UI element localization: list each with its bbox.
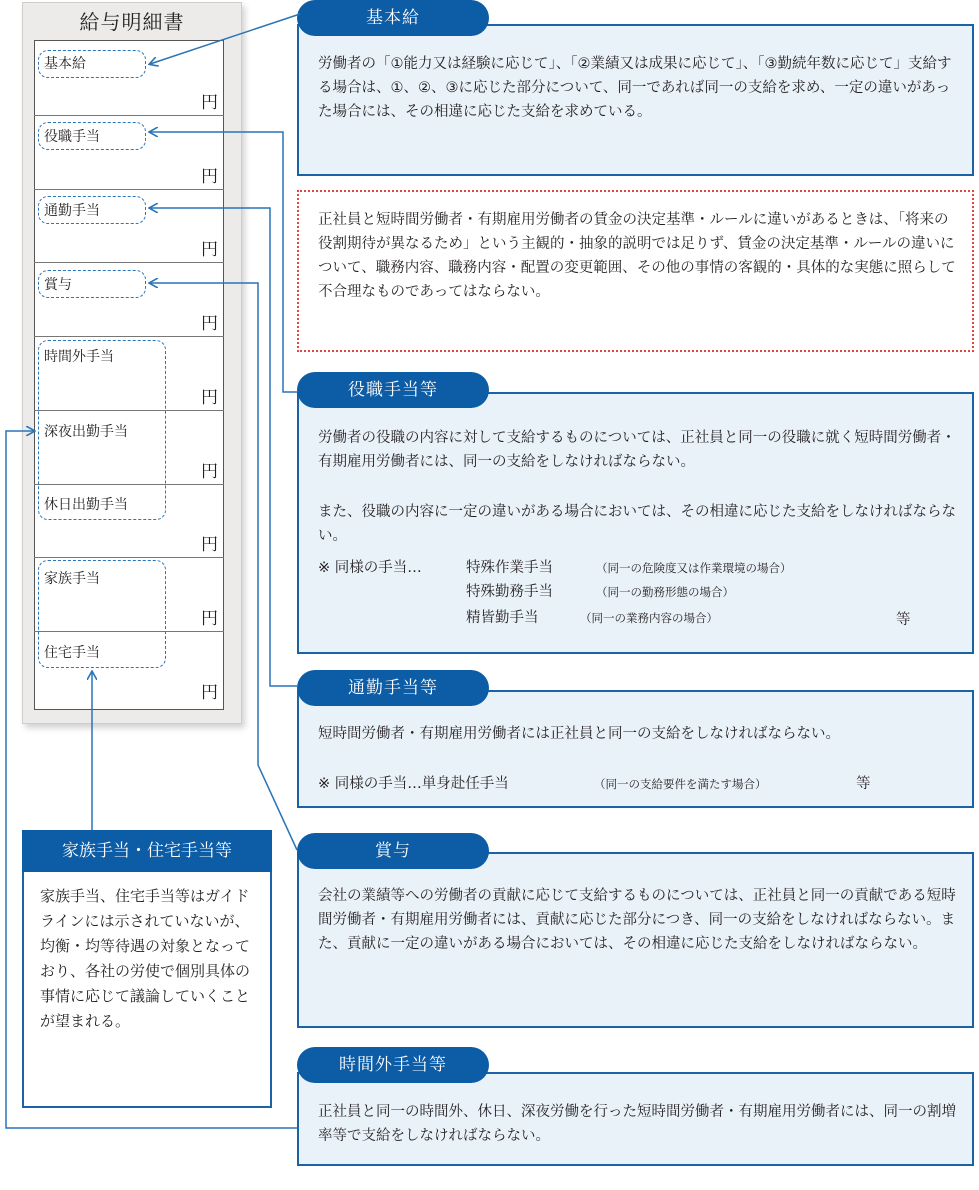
position-allowance-tag: 役職手当等 [297, 372, 489, 408]
commute-allowance-tag: 通勤手当等 [297, 670, 489, 706]
item-label-housing: 住宅手当 [44, 645, 100, 661]
row-divider [34, 262, 224, 263]
yen-unit: 円 [201, 93, 218, 113]
item-label-commute: 通勤手当 [44, 203, 100, 219]
item-label-basic-pay: 基本給 [44, 56, 86, 72]
commute-etc: 等 [856, 776, 871, 792]
overtime-text: 正社員と同一の時間外、休日、深夜労働を行った短時間労働者・有期雇用労働者には、同一の割増率等で支給をしなければならない。 [318, 1104, 956, 1144]
row-divider [34, 557, 224, 558]
position-similar-prefix: ※ 同様の手当… [318, 560, 422, 576]
yen-unit: 円 [201, 535, 218, 555]
family-housing-text: 家族手当、住宅手当等はガイドラインには示されていないが、均衡・均等待遇の対象となっており、各社の労使で個別具体の事情に応じて議論していくことが望まれる。 [40, 887, 251, 1030]
commute-similar-cond: （同一の支給要件を満たす場合） [594, 777, 767, 791]
yen-unit: 円 [201, 683, 218, 703]
yen-unit: 円 [201, 609, 218, 629]
payslip-title: 給与明細書 [79, 10, 185, 34]
item-label-late-night: 深夜出勤手当 [44, 424, 128, 440]
note-text: 正社員と短時間労働者・有期雇用労働者の賃金の決定基準・ルールに違いがあるときは、「将来の役割期待が異なるため」という主観的・抽象的説明では足りず、賃金の決定基準・ルールの違いについて、職務内容、職務内容・配置の変更範囲、その他の事情の客観的・具体的な実態に照らして不合理なものであってはならない。 [318, 212, 956, 300]
position-etc: 等 [896, 612, 911, 628]
yen-unit: 円 [201, 240, 218, 260]
yen-unit: 円 [201, 388, 218, 408]
commute-allowance-text: 短時間労働者・有期雇用労働者には正社員と同一の支給をしなければならない。 [318, 726, 840, 742]
basic-pay-tag: 基本給 [297, 0, 489, 36]
overtime-tag: 時間外手当等 [297, 1047, 489, 1083]
row-divider [34, 115, 224, 116]
bonus-tag: 賞与 [297, 833, 489, 869]
bonus-text: 会社の業績等への労働者の貢献に応じて支給するものについては、正社員と同一の貢献である短時間労働者・有期雇用労働者には、貢献に応じた部分につき、同一の支給をしなければならない。また、貢献に一定の違いがある場合においては、その相違に応じた支給をしなければならない。 [318, 888, 956, 952]
item-label-bonus: 賞与 [44, 277, 72, 293]
position-allowance-text1: 労働者の役職の内容に対して支給するものについては、正社員と同一の役職に就く短時間労働者・有期雇用労働者には、同一の支給をしなければならない。 [318, 430, 956, 470]
row-divider [34, 336, 224, 337]
commute-similar-prefix: ※ 同様の手当…単身赴任手当 [318, 776, 509, 792]
item-label-position: 役職手当 [44, 129, 100, 145]
row-divider [34, 189, 224, 190]
item-label-family: 家族手当 [44, 571, 100, 587]
position-similar-name-2: 特殊勤務手当 [466, 584, 553, 600]
yen-unit: 円 [201, 314, 218, 334]
basic-pay-text: 労働者の「①能力又は経験に応じて」、「②業績又は成果に応じて」、「③勤続年数に応じて」支給する場合は、①、②、③に応じた部分について、同一であれば同一の支給を求め、一定の違いがあった場合には、その相違に応じた支給を求めている。 [318, 56, 952, 120]
position-allowance-text2: また、役職の内容に一定の違いがある場合においては、その相違に応じた支給をしなければならない。 [318, 504, 956, 544]
position-similar-cond-2: （同一の勤務形態の場合） [596, 585, 734, 599]
position-similar-name-3: 精皆勤手当 [466, 610, 539, 626]
position-similar-cond-1: （同一の危険度又は作業環境の場合） [596, 561, 792, 575]
family-housing-tag: 家族手当・住宅手当等 [22, 830, 272, 872]
yen-unit: 円 [201, 167, 218, 187]
yen-unit: 円 [201, 462, 218, 482]
position-similar-cond-3: （同一の業務内容の場合） [580, 611, 718, 625]
position-similar-name-1: 特殊作業手当 [466, 560, 553, 576]
item-label-holiday: 休日出勤手当 [44, 497, 128, 513]
item-label-overtime: 時間外手当 [44, 349, 114, 365]
